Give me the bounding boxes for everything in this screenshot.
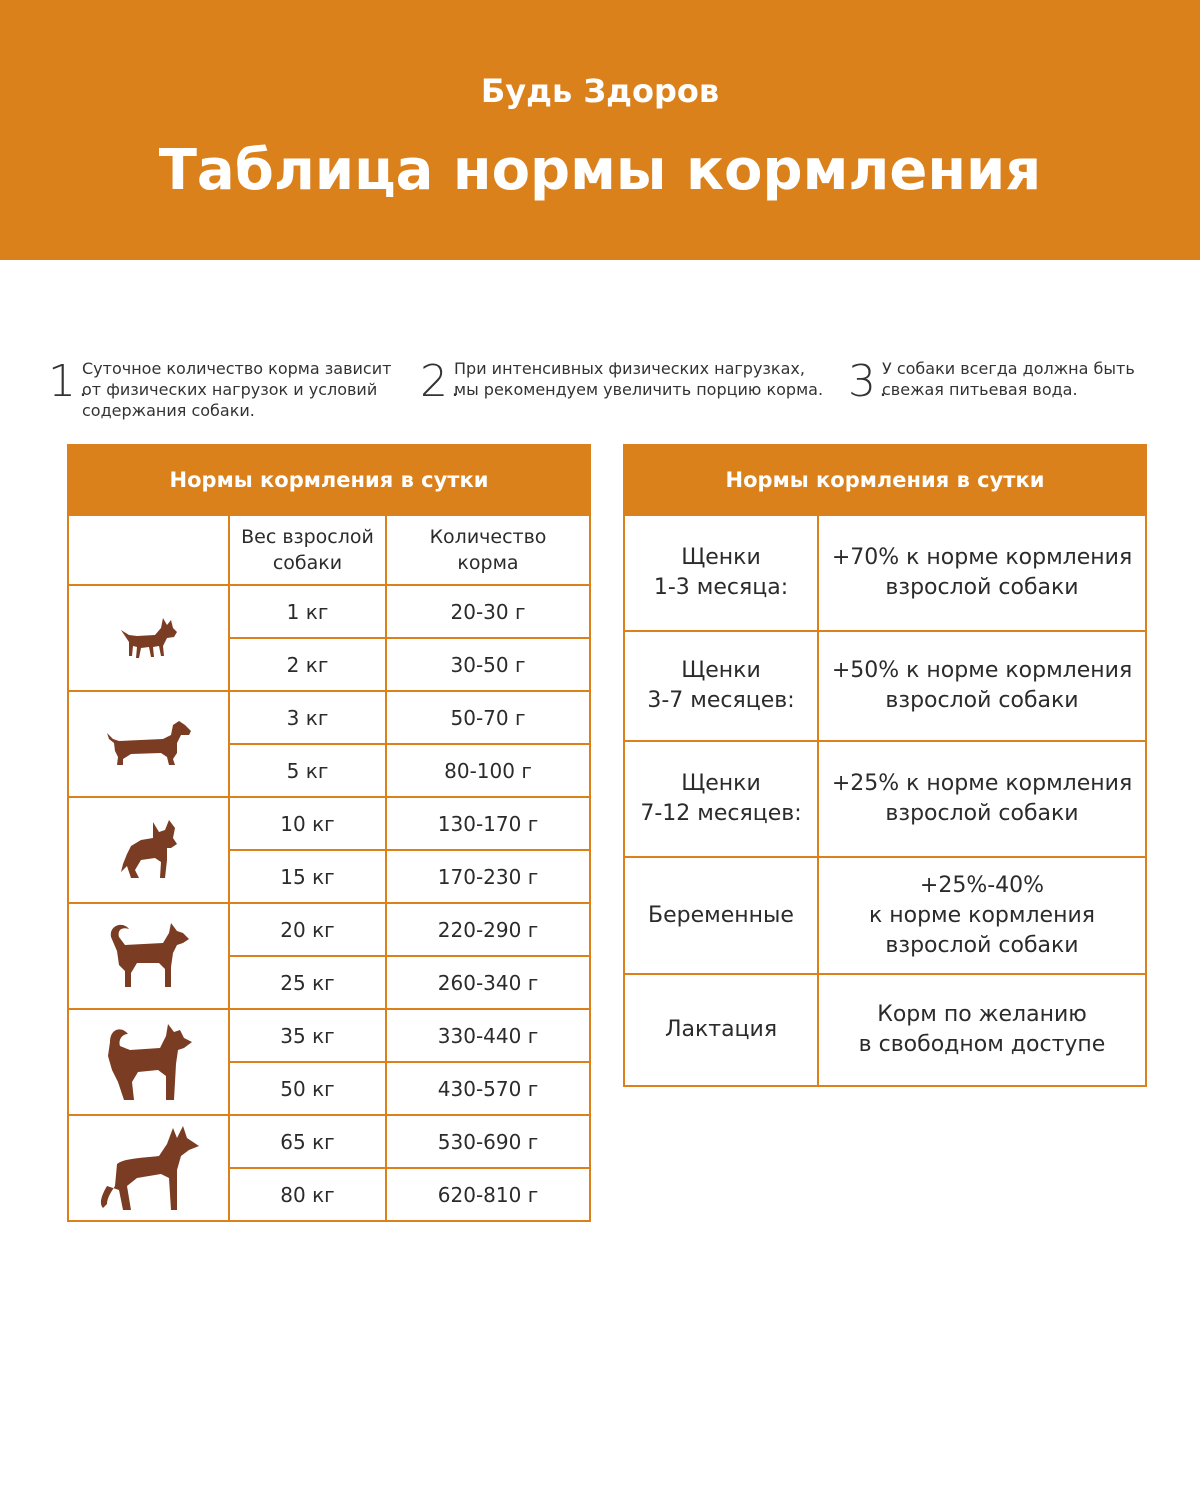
note-number: 1. bbox=[48, 356, 90, 407]
amount-cell: 20-30 г bbox=[386, 585, 590, 638]
dog-cell bbox=[68, 903, 229, 1009]
category-cell: Беременные bbox=[624, 857, 818, 974]
amount-cell: 220-290 г bbox=[386, 903, 590, 956]
category-feeding-table bbox=[623, 444, 1147, 1087]
brand-name: Будь Здоров bbox=[480, 72, 720, 110]
norm-cell: +50% к норме кормления взрослой собаки bbox=[818, 631, 1146, 741]
norm-cell: +25%-40% к норме кормления взрослой собаки bbox=[818, 857, 1146, 974]
category-cell: Щенки 7-12 месяцев: bbox=[624, 741, 818, 857]
table-row bbox=[624, 631, 1146, 741]
table-title: Нормы кормления в сутки bbox=[68, 445, 590, 515]
weight-cell: 65 кг bbox=[229, 1115, 386, 1168]
column-header-weight: Вес взрослой собаки bbox=[229, 515, 386, 585]
table-row bbox=[68, 797, 590, 850]
amount-cell: 430-570 г bbox=[386, 1062, 590, 1115]
shiba-icon bbox=[107, 921, 191, 991]
table-row bbox=[68, 903, 590, 956]
amount-cell: 170-230 г bbox=[386, 850, 590, 903]
husky-icon bbox=[104, 1020, 194, 1104]
header-banner bbox=[0, 0, 1200, 260]
weight-cell: 3 кг bbox=[229, 691, 386, 744]
page-title: Таблица нормы кормления bbox=[158, 138, 1042, 203]
weight-cell: 10 кг bbox=[229, 797, 386, 850]
weight-cell: 2 кг bbox=[229, 638, 386, 691]
norm-cell: +70% к норме кормления взрослой собаки bbox=[818, 515, 1146, 631]
amount-cell: 130-170 г bbox=[386, 797, 590, 850]
weight-cell: 80 кг bbox=[229, 1168, 386, 1221]
note-number: 2. bbox=[420, 356, 462, 407]
table-row bbox=[624, 741, 1146, 857]
weight-feeding-table bbox=[67, 444, 591, 1222]
dog-cell bbox=[68, 1009, 229, 1115]
weight-cell: 20 кг bbox=[229, 903, 386, 956]
column-header-amount: Количество корма bbox=[386, 515, 590, 585]
table-row bbox=[624, 515, 1146, 631]
chihuahua-icon bbox=[119, 616, 179, 660]
norm-cell: Корм по желанию в свободном доступе bbox=[818, 974, 1146, 1086]
amount-cell: 30-50 г bbox=[386, 638, 590, 691]
table-title: Нормы кормления в сутки bbox=[624, 445, 1146, 515]
amount-cell: 260-340 г bbox=[386, 956, 590, 1009]
weight-cell: 5 кг bbox=[229, 744, 386, 797]
weight-cell: 50 кг bbox=[229, 1062, 386, 1115]
dog-cell bbox=[68, 797, 229, 903]
note-text: При интенсивных физических нагрузках, мы рекомендуем увеличить порцию корма. bbox=[454, 359, 824, 399]
french-bulldog-icon bbox=[117, 818, 181, 882]
table-row bbox=[624, 974, 1146, 1086]
note-text: Суточное количество корма зависит от физических нагрузок и условий содержания собаки. bbox=[82, 359, 392, 420]
weight-cell: 25 кг bbox=[229, 956, 386, 1009]
table-row bbox=[68, 691, 590, 744]
weight-cell: 35 кг bbox=[229, 1009, 386, 1062]
category-cell: Лактация bbox=[624, 974, 818, 1086]
empty-header-cell bbox=[68, 515, 229, 585]
category-cell: Щенки 1-3 месяца: bbox=[624, 515, 818, 631]
table-row bbox=[68, 1009, 590, 1062]
weight-cell: 1 кг bbox=[229, 585, 386, 638]
category-cell: Щенки 3-7 месяцев: bbox=[624, 631, 818, 741]
note-text: У собаки всегда должна быть свежая питьевая вода. bbox=[882, 359, 1135, 399]
norm-cell: +25% к норме кормления взрослой собаки bbox=[818, 741, 1146, 857]
dachshund-icon bbox=[105, 719, 193, 769]
dog-cell bbox=[68, 585, 229, 691]
note-number: 3. bbox=[848, 356, 890, 407]
doberman-icon bbox=[97, 1122, 201, 1214]
dog-cell bbox=[68, 1115, 229, 1221]
weight-cell: 15 кг bbox=[229, 850, 386, 903]
dog-cell bbox=[68, 691, 229, 797]
table-row bbox=[68, 585, 590, 638]
amount-cell: 80-100 г bbox=[386, 744, 590, 797]
amount-cell: 50-70 г bbox=[386, 691, 590, 744]
amount-cell: 330-440 г bbox=[386, 1009, 590, 1062]
table-row bbox=[68, 1115, 590, 1168]
amount-cell: 620-810 г bbox=[386, 1168, 590, 1221]
amount-cell: 530-690 г bbox=[386, 1115, 590, 1168]
table-row bbox=[624, 857, 1146, 974]
